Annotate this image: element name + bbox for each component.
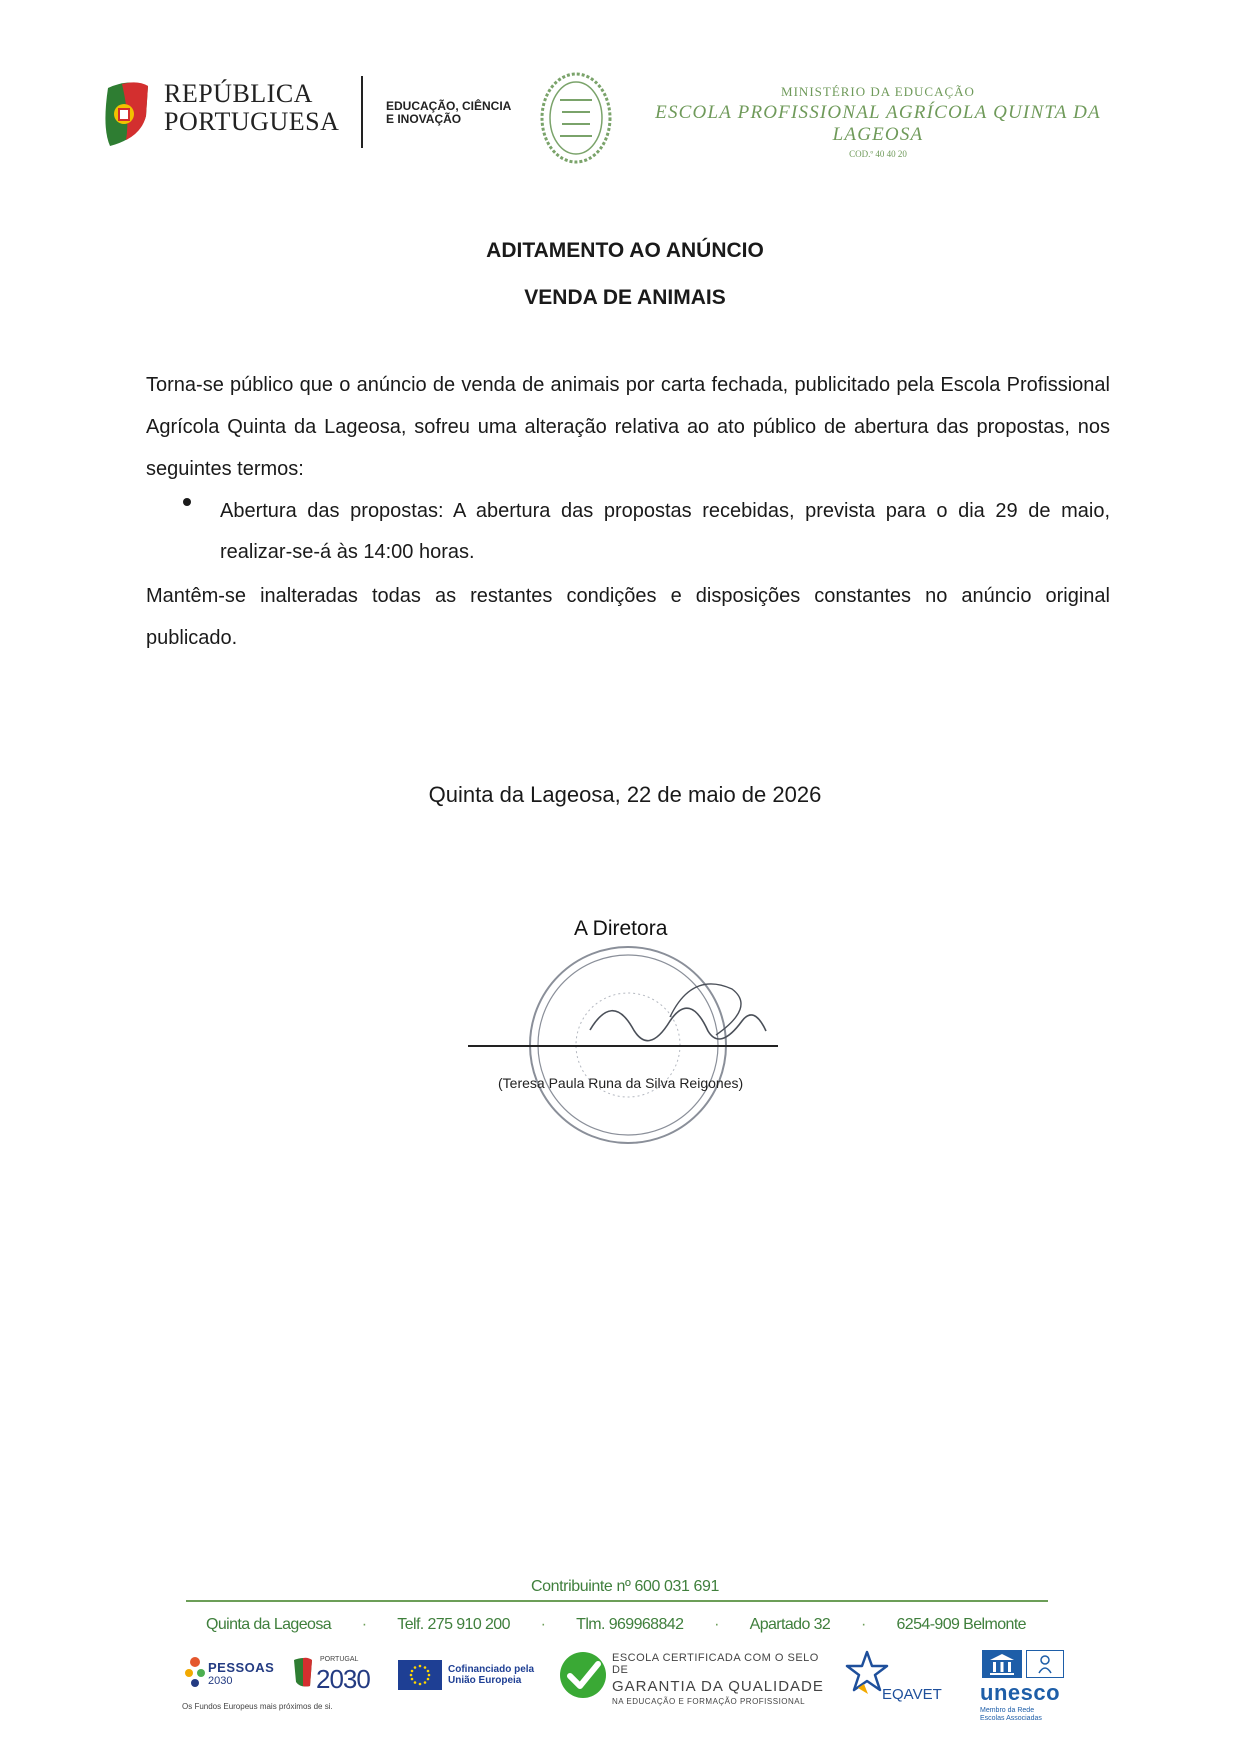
portugal-2030-logo [292, 1656, 376, 1696]
contact-pobox: Apartado 32 [749, 1616, 831, 1633]
unesco-network-icon [1026, 1650, 1064, 1678]
bullet-item: Abertura das propostas: A abertura das propostas recebidas, prevista para o dia 29 de maio, realizar-se-á às 14:00 horas. [220, 500, 1110, 563]
place-date: Quinta da Lageosa, 22 de maio de 2026 [428, 782, 822, 807]
document-title: ADITAMENTO AO ANÚNCIO [486, 239, 764, 262]
unesco-caption [980, 1707, 1042, 1723]
signer-name: (Teresa Paula Runa da Silva Reigones) [498, 1075, 744, 1091]
unesco-word: unesco [980, 1680, 1061, 1705]
contact-postal: 6254-909 Belmonte [896, 1616, 1026, 1633]
portugal-flag-icon [292, 1656, 314, 1690]
ministry-area [386, 100, 511, 126]
government-name [164, 80, 339, 136]
government-name-line2: PORTUGUESA [164, 107, 340, 136]
body-paragraph: Torna-se público que o anúncio de venda de animais por carta fechada, publicitado pela Escola Profissional Agrícola Quinta da Lageosa, sofreu uma alteração relativa ao ato público de abertura das propostas, nos seguintes termos: [146, 374, 1110, 480]
ministry-area-line1: EDUCAÇÃO, CIÊNCIA [386, 99, 512, 113]
quality-line1: ESCOLA CERTIFICADA COM O SELO DE [612, 1652, 819, 1676]
government-name-line1: REPÚBLICA [164, 79, 313, 108]
eu-flag-icon [398, 1660, 442, 1690]
portugal-2030-number: 2030 [316, 1664, 370, 1694]
school-seal-icon [538, 70, 614, 166]
contact-separator: · [540, 1616, 546, 1633]
contact-phone: Telf. 275 910 200 [397, 1616, 510, 1633]
school-name: ESCOLA PROFISSIONAL AGRÍCOLA QUINTA DA LAGEOSA [655, 102, 1101, 145]
quality-line3: NA EDUCAÇÃO E FORMAÇÃO PROFISSIONAL [612, 1697, 806, 1706]
contact-mobile: Tlm. 969968842 [576, 1616, 684, 1633]
document-subtitle: VENDA DE ANIMAIS [524, 286, 726, 309]
official-stamp-icon [520, 925, 840, 1155]
footer-rule [186, 1600, 1048, 1602]
portuguese-flag-icon [100, 78, 152, 148]
pessoas-year: 2030 [208, 1675, 233, 1687]
unesco-temple-icon [982, 1650, 1022, 1678]
quality-line2: GARANTIA DA QUALIDADE [612, 1678, 824, 1695]
contact-place: Quinta da Lageosa [206, 1616, 332, 1633]
unesco-caption-line2: Escolas Associadas [980, 1715, 1042, 1722]
pessoas-2030-logo [184, 1656, 274, 1693]
signer-title: A Diretora [574, 917, 668, 940]
quality-text [612, 1652, 834, 1706]
header-divider [361, 76, 363, 148]
bullet-icon [183, 498, 191, 506]
quality-seal-logo [558, 1650, 834, 1708]
pessoas-figure-icon [184, 1656, 206, 1688]
pessoas-word: PESSOAS [208, 1660, 275, 1675]
signature-line [468, 1045, 778, 1047]
taxpayer-number: Contribuinte nº 600 031 691 [530, 1578, 720, 1595]
eu-cofinancing-logo [398, 1660, 578, 1694]
school-code: COD.º 40 40 20 [849, 149, 907, 159]
contact-separator: · [361, 1616, 367, 1633]
school-header [628, 84, 1128, 159]
quality-check-icon [558, 1650, 608, 1700]
ministry-area-line2: E INOVAÇÃO [386, 112, 462, 126]
contact-separator: · [714, 1616, 719, 1633]
eu-text [448, 1664, 534, 1686]
body-paragraph-closing: Mantêm-se inalteradas todas as restantes condições e disposições constantes no anúncio original publicado. [146, 585, 1110, 649]
school-ministry: MINISTÉRIO DA EDUCAÇÃO [781, 84, 975, 99]
eu-text-line2: União Europeia [448, 1675, 522, 1686]
portugal-2030-small: PORTUGAL [320, 1656, 359, 1663]
pessoas-caption: Os Fundos Europeus mais próximos de si. [182, 1702, 333, 1711]
eqavet-logo [844, 1648, 944, 1706]
eu-text-line1: Cofinanciado pela [448, 1664, 535, 1675]
contact-row [206, 1616, 1026, 1634]
unesco-logo [980, 1650, 1080, 1730]
eqavet-word: EQAVET [882, 1686, 942, 1703]
unesco-caption-line1: Membro da Rede [980, 1707, 1035, 1714]
contact-separator: · [861, 1616, 866, 1633]
